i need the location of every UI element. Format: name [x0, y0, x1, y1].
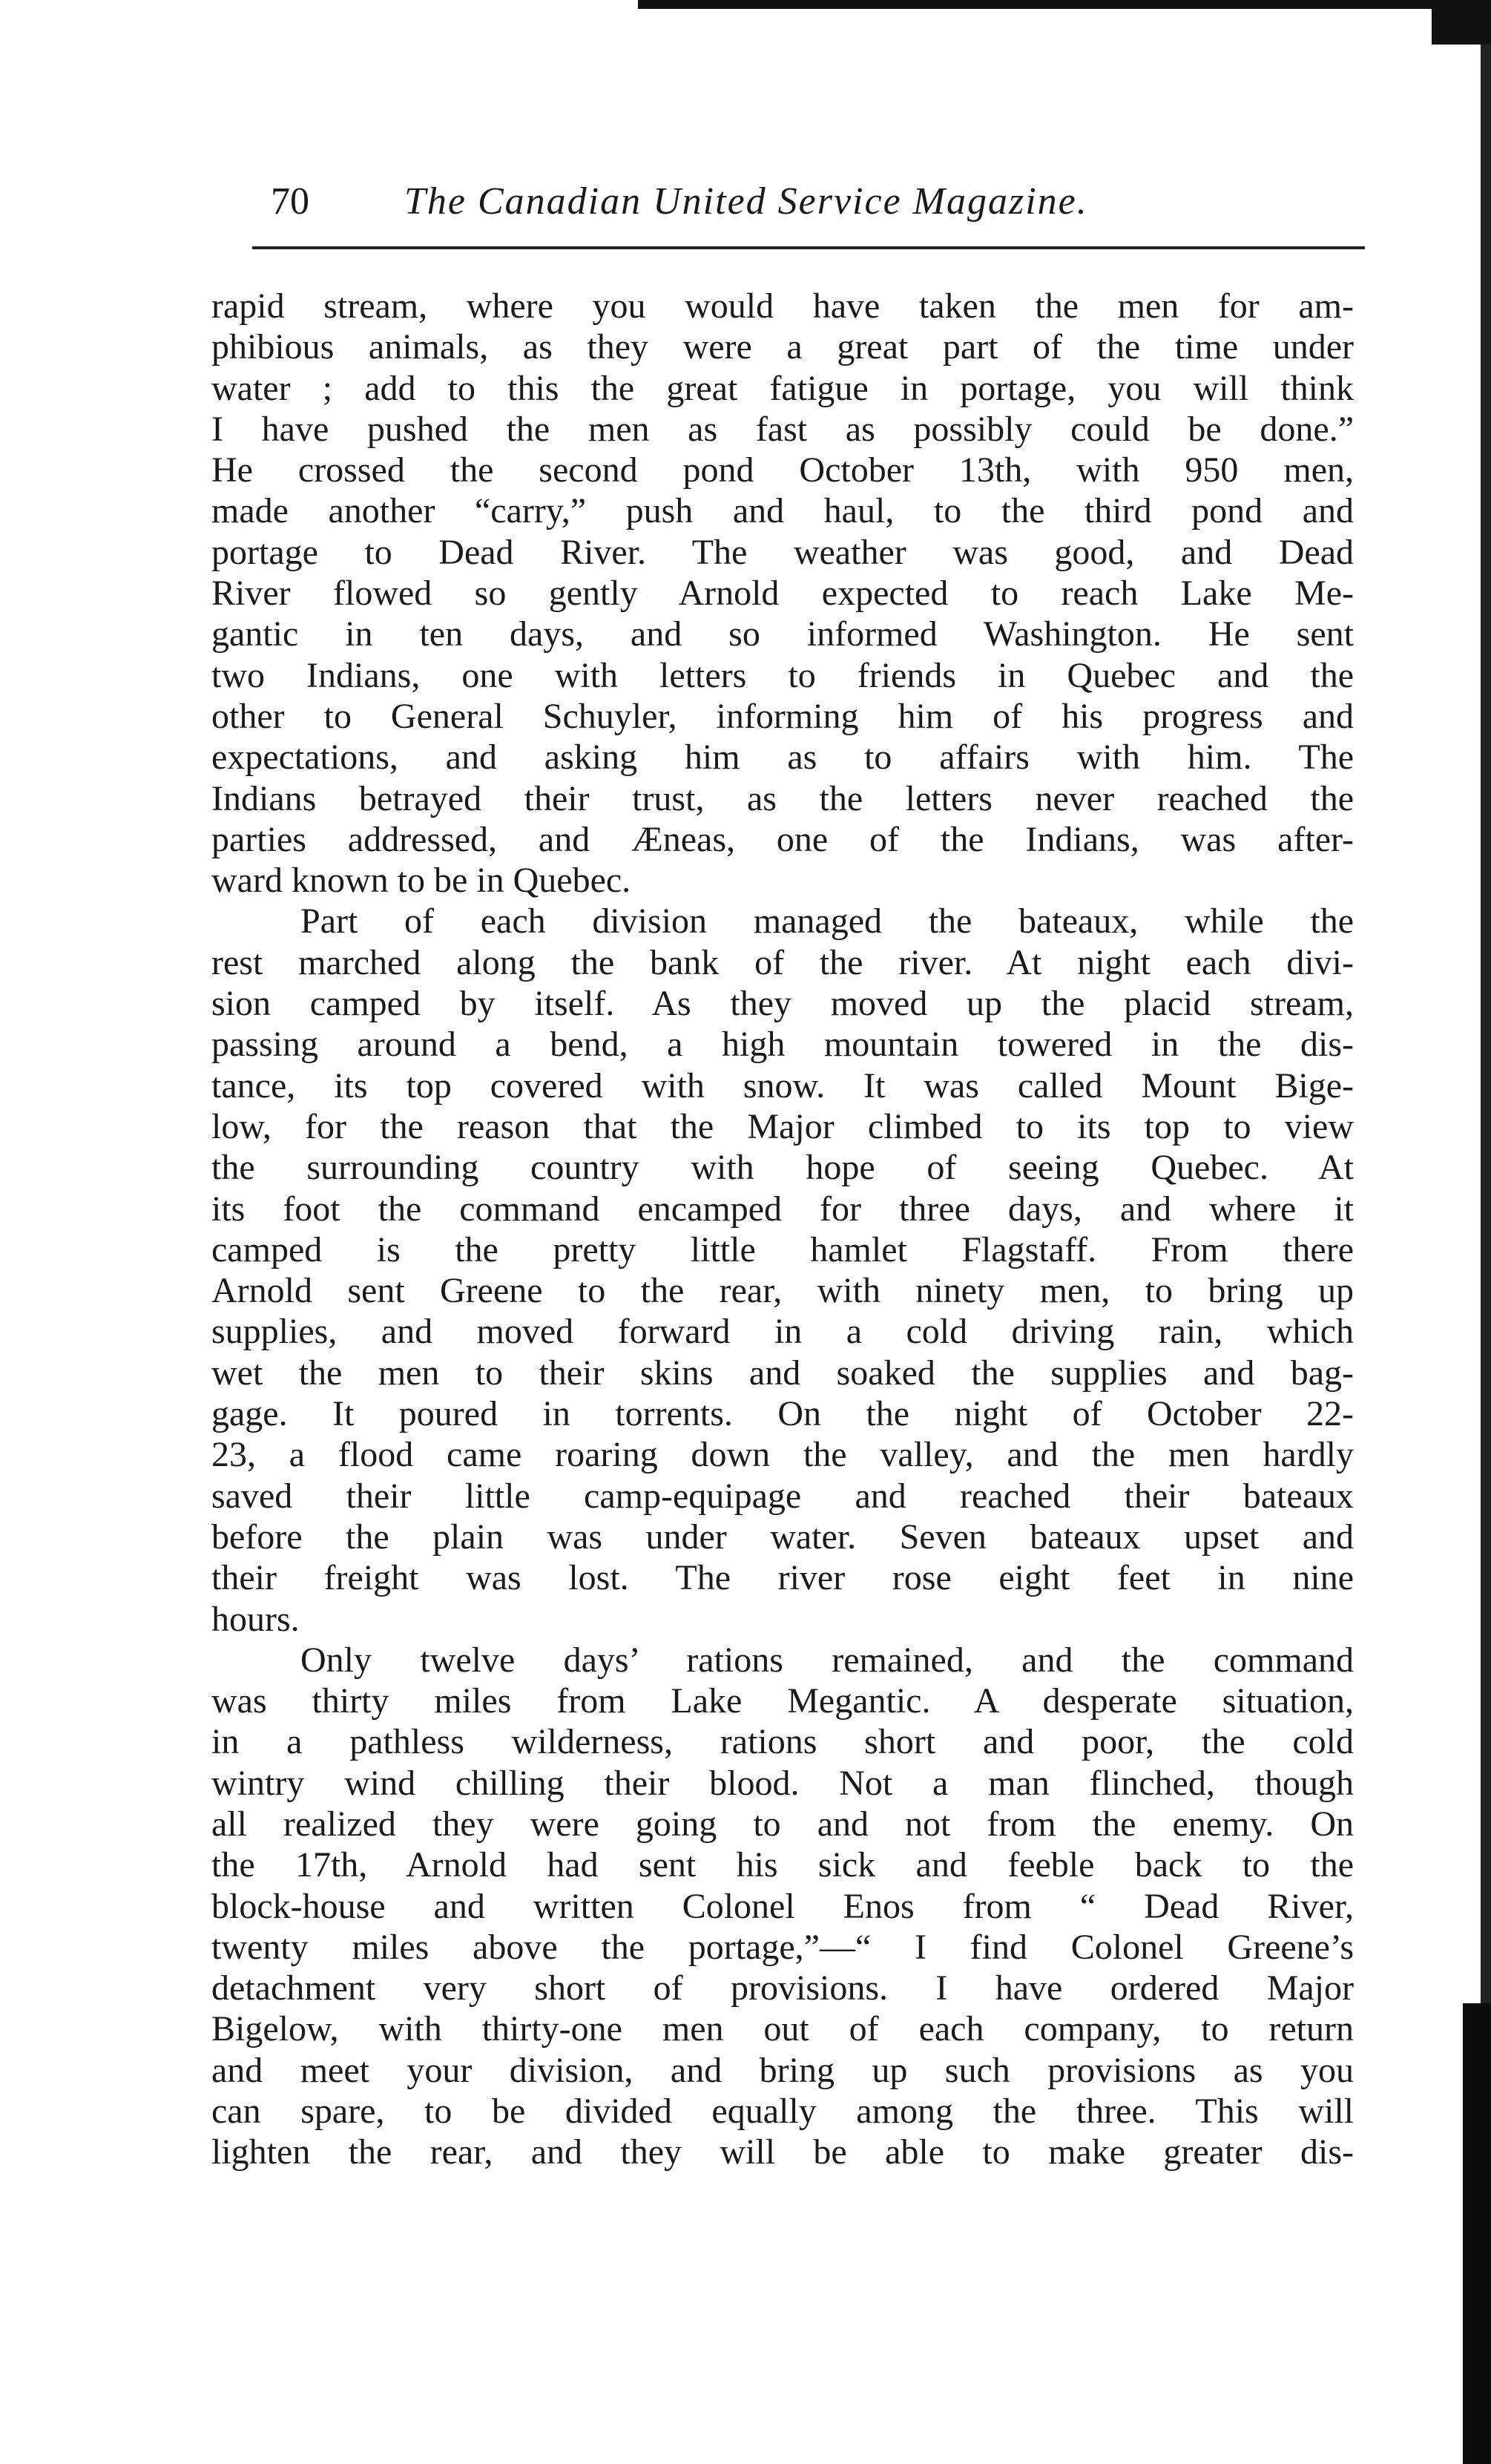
paragraph-end-line: ward known to be in Quebec. [211, 861, 631, 901]
page-number: 70 [271, 180, 309, 223]
text-line: wet the men to their skins and soaked the supplies and bag- [211, 1353, 1354, 1393]
text-line: 23, a flood came roaring down the valley, and the men hardly [211, 1435, 1354, 1475]
text-line: I have pushed the men as fast as possibly could be done.” [211, 409, 1354, 449]
text-line: its foot the command encamped for three days, and where it [211, 1189, 1354, 1229]
text-line: other to General Schuyler, informing him of his progress and [211, 696, 1354, 736]
paragraph-start-line: Part of each division managed the bateaux, while the [300, 901, 1354, 942]
text-line: block-house and written Colonel Enos from “ Dead River, [211, 1886, 1354, 1926]
header-rule [252, 246, 1365, 249]
text-line: the surrounding country with hope of seeing Quebec. At [211, 1148, 1354, 1188]
text-line: expectations, and asking him as to affairs with him. The [211, 737, 1354, 778]
text-line: He crossed the second pond October 13th, with 950 men, [211, 450, 1354, 490]
text-line: portage to Dead River. The weather was good, and Dead [211, 532, 1354, 572]
text-line: before the plain was under water. Seven bateaux upset and [211, 1517, 1354, 1557]
text-line: camped is the pretty little hamlet Flagstaff. From there [211, 1229, 1354, 1269]
text-line: lighten the rear, and they will be able to make greater dis- [211, 2132, 1354, 2172]
text-line: all realized they were going to and not from the enemy. On [211, 1804, 1354, 1844]
text-line: in a pathless wilderness, rations short and poor, the cold [211, 1722, 1354, 1762]
scan-edge-right-bottom [1463, 2003, 1491, 2464]
text-line: sion camped by itself. As they moved up the placid stream, [211, 984, 1354, 1024]
text-line: gantic in ten days, and so informed Washington. He sent [211, 614, 1354, 654]
text-line: parties addressed, and Æneas, one of the Indians, was after- [211, 819, 1354, 859]
text-line: low, for the reason that the Major climbed to its top to view [211, 1106, 1354, 1146]
text-line: Indians betrayed their trust, as the letters never reached the [211, 778, 1354, 818]
text-line: their freight was lost. The river rose eight feet in nine [211, 1558, 1354, 1598]
text-line: gage. It poured in torrents. On the night of October 22- [211, 1394, 1354, 1434]
text-line: can spare, to be divided equally among the three. This will [211, 2092, 1354, 2132]
text-line: made another “carry,” push and haul, to the third pond and [211, 491, 1354, 531]
paragraph-end-line: hours. [211, 1599, 300, 1639]
text-line: the 17th, Arnold had sent his sick and feeble back to the [211, 1845, 1354, 1885]
text-line: rest marched along the bank of the river. At night each divi- [211, 942, 1354, 982]
text-line: passing around a bend, a high mountain towered in the dis- [211, 1025, 1354, 1065]
text-line: saved their little camp-equipage and reached their bateaux [211, 1476, 1354, 1516]
scan-edge-right [1481, 45, 1491, 2003]
article-body [211, 286, 1354, 2173]
text-line: Bigelow, with thirty-one men out of each company, to return [211, 2009, 1354, 2049]
text-line: supplies, and moved forward in a cold driving rain, which [211, 1312, 1354, 1352]
text-line: detachment very short of provisions. I have ordered Major [211, 1968, 1354, 2008]
text-line: and meet your division, and bring up such provisions as you [211, 2050, 1354, 2090]
text-line: rapid stream, where you would have taken the men for am- [211, 286, 1354, 326]
text-line: was thirty miles from Lake Megantic. A desperate situation, [211, 1681, 1354, 1721]
text-line: phibious animals, as they were a great part of the time under [211, 327, 1354, 367]
text-line: two Indians, one with letters to friends in Quebec and the [211, 655, 1354, 695]
scan-edge-top [638, 0, 1491, 9]
paragraph-start-line: Only twelve days’ rations remained, and the command [300, 1640, 1354, 1680]
text-line: twenty miles above the portage,”—“ I find Colonel Greene’s [211, 1927, 1354, 1967]
text-line: River flowed so gently Arnold expected to reach Lake Me- [211, 574, 1354, 614]
text-line: tance, its top covered with snow. It was called Mount Bige- [211, 1065, 1354, 1105]
running-title: The Canadian United Service Magazine. [404, 180, 1088, 223]
page-header [256, 172, 1369, 231]
text-line: water ; add to this the great fatigue in portage, you will think [211, 368, 1354, 408]
text-line: Arnold sent Greene to the rear, with ninety men, to bring up [211, 1271, 1354, 1311]
text-line: wintry wind chilling their blood. Not a man flinched, though [211, 1763, 1354, 1803]
scan-edge-corner [1432, 0, 1491, 45]
